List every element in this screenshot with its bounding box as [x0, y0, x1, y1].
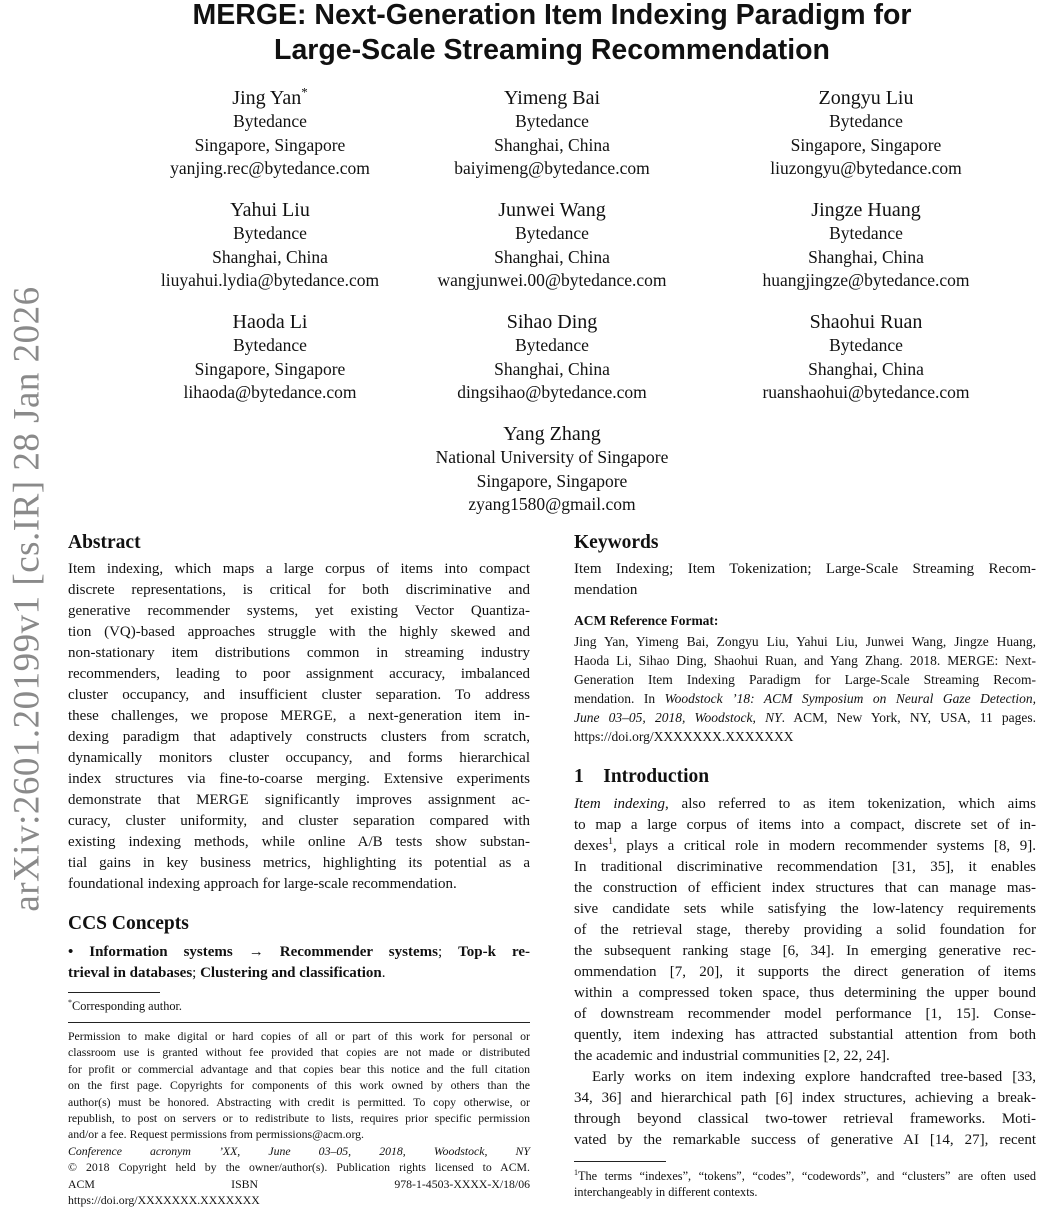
author-name	[706, 311, 1026, 334]
author-name-text: Sihao Ding	[506, 311, 598, 333]
text-segment: Corresponding author.	[72, 999, 182, 1013]
text-line: the construction of efficient index structures that can manage mas-	[574, 879, 1036, 896]
author-name-text: Yahui Liu	[230, 199, 310, 221]
author-block	[392, 423, 712, 516]
text-segment: Conference acronym ’XX, June 03–05, 2018, Woodstock, NY	[68, 1143, 530, 1158]
text-segment: ;	[437, 943, 459, 960]
author-block	[706, 311, 1026, 404]
author-name-text: Haoda Li	[232, 311, 308, 333]
text-segment: .	[381, 964, 386, 981]
text-line: to map a large corpus of items into a compact, discrete set of in-	[574, 816, 1036, 833]
text-line	[574, 1168, 1036, 1184]
author-block	[706, 199, 1026, 292]
author-affiliation: National University of Singapore	[435, 447, 669, 468]
abstract-text	[68, 559, 530, 895]
text-segment: • Information systems → Recommender systems	[68, 943, 438, 960]
author-email[interactable]: dingsihao@bytedance.com	[457, 381, 647, 402]
text-line: index structures via fine-to-coarse merging. Extensive experiments	[68, 770, 530, 787]
paper-title	[0, 0, 1038, 68]
text-segment: Clustering and classification	[200, 964, 382, 981]
footnote-divider-right	[574, 1161, 666, 1162]
author-location: Shanghai, China	[494, 358, 610, 379]
author-affiliation: Bytedance	[829, 223, 903, 244]
author-name	[392, 87, 712, 110]
author-email[interactable]: lihaoda@bytedance.com	[183, 381, 357, 402]
author-name-text: Jingze Huang	[811, 199, 921, 221]
text-line: of the retrieval stage, thereby providing a solid foundation for	[574, 921, 1036, 938]
text-segment: Item indexing	[574, 795, 666, 812]
author-location: Singapore, Singapore	[194, 134, 346, 155]
text-line: on the first page. Copyrights for components of this work owned by others than the	[68, 1078, 530, 1093]
author-affiliation: Bytedance	[829, 335, 903, 356]
author-location: Singapore, Singapore	[194, 358, 346, 379]
text-line: tion (VQ)-based approaches struggle with the highly skewed and	[68, 623, 530, 640]
author-email[interactable]: liuzongyu@bytedance.com	[770, 157, 962, 178]
text-line: Item indexing, which maps a large corpus of items into compact	[68, 560, 530, 577]
author-block	[110, 311, 430, 404]
author-email[interactable]: yanjing.rec@bytedance.com	[170, 157, 370, 178]
text-line: mendation	[574, 581, 638, 598]
author-email[interactable]: zyang1580@gmail.com	[468, 493, 636, 514]
author-name-text: Yang Zhang	[503, 423, 601, 445]
author-block	[392, 87, 712, 180]
keywords-heading: Keywords	[574, 532, 659, 553]
ccs-heading: CCS Concepts	[68, 913, 189, 934]
text-line: interchangeably in different contexts.	[574, 1185, 758, 1199]
author-name	[392, 199, 712, 222]
author-name-text: Zongyu Liu	[818, 87, 914, 109]
title-line-2: Large-Scale Streaming Recommendation	[274, 34, 830, 66]
permission-divider	[68, 1022, 530, 1023]
author-email[interactable]: wangjunwei.00@bytedance.com	[437, 269, 667, 290]
text-line: 34, 36] and hierarchical path [6] index structures, achieving a break-	[574, 1089, 1036, 1106]
text-segment: 1	[574, 1167, 578, 1177]
author-block	[110, 199, 430, 292]
author-block	[110, 84, 430, 180]
text-line: for profit or commercial advantage and that copies bear this notice and the full citation	[68, 1061, 530, 1076]
text-line: the subsequent ranking stage [6, 34]. In emerging generative rec-	[574, 942, 1036, 959]
author-block	[392, 311, 712, 404]
author-email[interactable]: huangjingze@bytedance.com	[762, 269, 970, 290]
text-segment: Woodstock ’18: ACM Symposium on Neural Gaze Detection,	[664, 690, 1036, 706]
text-line: Permission to make digital or hard copies of all or part of this work for personal or	[68, 1029, 530, 1043]
footnote-divider	[68, 992, 160, 993]
text-line: https://doi.org/XXXXXXX.XXXXXXX	[68, 1193, 260, 1208]
text-line	[68, 963, 530, 984]
text-line: Item Indexing; Item Tokenization; Large-Scale Streaming Recom-	[574, 560, 1036, 577]
corresponding-author-footnote	[68, 998, 182, 1014]
text-line: © 2018 Copyright held by the owner/author(s). Publication rights licensed to ACM.	[68, 1160, 530, 1175]
author-location: Singapore, Singapore	[790, 134, 942, 155]
text-line: curacy, cluster uniformity, and cluster separation compared with	[68, 812, 530, 829]
text-line: vated by the remarkable success of generative AI [14, 27], recent	[574, 1131, 1036, 1148]
author-name-text: Junwei Wang	[498, 199, 606, 221]
author-name	[110, 84, 430, 110]
text-line: Early works on item indexing explore handcrafted tree-based [33,	[592, 1068, 1036, 1085]
author-location: Singapore, Singapore	[476, 470, 628, 491]
text-line: and/or a fee. Request permissions from permissions@acm.org.	[68, 1127, 365, 1142]
keywords-text	[574, 559, 1036, 601]
author-block	[706, 87, 1026, 180]
author-location: Shanghai, China	[808, 246, 924, 267]
author-affiliation: Bytedance	[829, 111, 903, 132]
text-line: Haoda Li, Sihao Ding, Shaohui Ruan, and Yang Zhang. 2018. MERGE: Next-	[574, 652, 1036, 668]
text-segment: The terms “indexes”, “tokens”, “codes”, “codewords”, and “clusters” are often used	[578, 1169, 1036, 1183]
introduction-paragraph-2	[574, 1067, 1036, 1151]
author-block	[392, 199, 712, 292]
author-name	[706, 199, 1026, 222]
author-name	[110, 199, 430, 222]
introduction-heading: 1 Introduction	[574, 766, 710, 787]
permission-notice	[68, 1028, 530, 1143]
text-line: classroom use is granted without fee provided that copies are not made or distributed	[68, 1045, 530, 1060]
author-location: Shanghai, China	[212, 246, 328, 267]
text-line	[574, 836, 1036, 857]
author-affiliation: Bytedance	[515, 335, 589, 356]
text-line: within a compressed token space, thus determining the upper bound	[574, 984, 1036, 1001]
terminology-footnote	[574, 1168, 1036, 1200]
author-location: Shanghai, China	[494, 246, 610, 267]
text-segment: , also referred to as item tokenization, which aims	[665, 795, 1036, 812]
author-email[interactable]: liuyahui.lydia@bytedance.com	[160, 269, 380, 290]
text-line: quently, item indexing has attracted substantial attention from both	[574, 1026, 1036, 1043]
author-name-text: Yimeng Bai	[503, 87, 601, 109]
text-line: generative recommender systems, yet existing Vector Quantiza-	[68, 602, 530, 619]
text-line: dynamically monitors cluster occupancy, and forms hierarchical	[68, 749, 530, 766]
text-line: In traditional discriminative recommendation [31, 35], it enables	[574, 858, 1036, 875]
text-line: through beyond classical two-tower retrieval frameworks. Moti-	[574, 1110, 1036, 1127]
text-line	[68, 942, 530, 963]
author-location: Shanghai, China	[808, 358, 924, 379]
text-line	[68, 998, 182, 1014]
text-segment: 1	[608, 835, 614, 847]
text-segment: *	[68, 997, 72, 1007]
ccs-concepts	[68, 942, 530, 984]
text-line: sive candidate sets while satisfying the low-latency requirements	[574, 900, 1036, 917]
author-affiliation: Bytedance	[233, 111, 307, 132]
text-line: demonstrate that MERGE significantly improves assignment ac-	[68, 791, 530, 808]
text-line: non-stationary item distributions common in streaming industry	[68, 644, 530, 661]
text-line: https://doi.org/XXXXXXX.XXXXXXX	[574, 728, 794, 744]
text-segment: dexes	[574, 837, 609, 854]
text-line: ommendation [7, 20], it supports the direct generation of items	[574, 963, 1036, 980]
abstract-heading: Abstract	[68, 532, 141, 553]
text-segment: June 03–05, 2018, Woodstock, NY	[574, 709, 782, 725]
acm-reference-text	[574, 632, 1036, 746]
text-line: of downstream recommender model performance [1, 15]. Conse-	[574, 1005, 1036, 1022]
text-line: Jing Yan, Yimeng Bai, Zongyu Liu, Yahui Liu, Junwei Wang, Jingze Huang,	[574, 633, 1036, 649]
text-line: discrete representations, is critical for both discriminative and	[68, 581, 530, 598]
text-line: cluster occupancy, and insufficient cluster separation. To address	[68, 686, 530, 703]
author-email[interactable]: ruanshaohui@bytedance.com	[762, 381, 970, 402]
author-location: Shanghai, China	[494, 134, 610, 155]
author-affiliation: Bytedance	[233, 335, 307, 356]
text-segment: Top-k re-	[458, 943, 530, 960]
text-segment: mendation. In	[574, 690, 665, 706]
text-line: the academic and industrial communities [2, 22, 24].	[574, 1047, 890, 1064]
text-line: existing indexing methods, while online A/B tests show substan-	[68, 833, 530, 850]
text-line: ACM ISBN 978-1-4503-XXXX-X/18/06	[68, 1176, 530, 1191]
text-segment: , plays a critical role in modern recommender systems [8, 9].	[613, 837, 1036, 854]
text-line: dexing paradigm that adaptively constructs clusters from scratch,	[68, 728, 530, 745]
title-line-1: MERGE: Next-Generation Item Indexing Paradigm for	[192, 0, 912, 31]
text-line: author(s) must be honored. Abstracting with credit is permitted. To copy otherwise, or	[68, 1094, 530, 1109]
text-line: tial gains in key business metrics, highlighting its potential as a	[68, 854, 530, 871]
author-mark: *	[301, 84, 308, 100]
text-line: recommenders, leading to poor assignment accuracy, imbalanced	[68, 665, 530, 682]
text-segment: ;	[192, 964, 201, 981]
author-affiliation: Bytedance	[515, 223, 589, 244]
text-line: Generation Item Indexing Paradigm for Large-Scale Streaming Recom-	[574, 671, 1036, 687]
acm-reference-heading: ACM Reference Format:	[574, 612, 719, 628]
text-line: foundational indexing approach for large-scale recommendation.	[68, 875, 457, 892]
text-segment: trieval in databases	[68, 964, 193, 981]
author-name	[392, 423, 712, 446]
text-line	[68, 1143, 530, 1159]
author-name	[392, 311, 712, 334]
author-email[interactable]: baiyimeng@bytedance.com	[454, 157, 650, 178]
author-name-text: Shaohui Ruan	[809, 311, 923, 333]
author-name	[110, 311, 430, 334]
text-line: republish, to post on servers or to redistribute to lists, requires prior specific permission	[68, 1111, 530, 1126]
introduction-paragraph-1	[574, 794, 1036, 1067]
text-segment: . ACM, New York, NY, USA, 11 pages.	[781, 709, 1036, 725]
text-line	[574, 794, 1036, 815]
author-name	[706, 87, 1026, 110]
text-line: these challenges, we propose MERGE, a next-generation item in-	[68, 707, 530, 724]
arxiv-identifier-stamp: arXiv:2601.20199v1 [cs.IR] 28 Jan 2026	[6, 286, 48, 912]
author-affiliation: Bytedance	[233, 223, 307, 244]
text-line	[574, 708, 1036, 727]
text-line	[574, 689, 1036, 708]
author-name-text: Jing Yan	[232, 87, 302, 109]
copyright-info	[68, 1143, 530, 1208]
author-affiliation: Bytedance	[515, 111, 589, 132]
